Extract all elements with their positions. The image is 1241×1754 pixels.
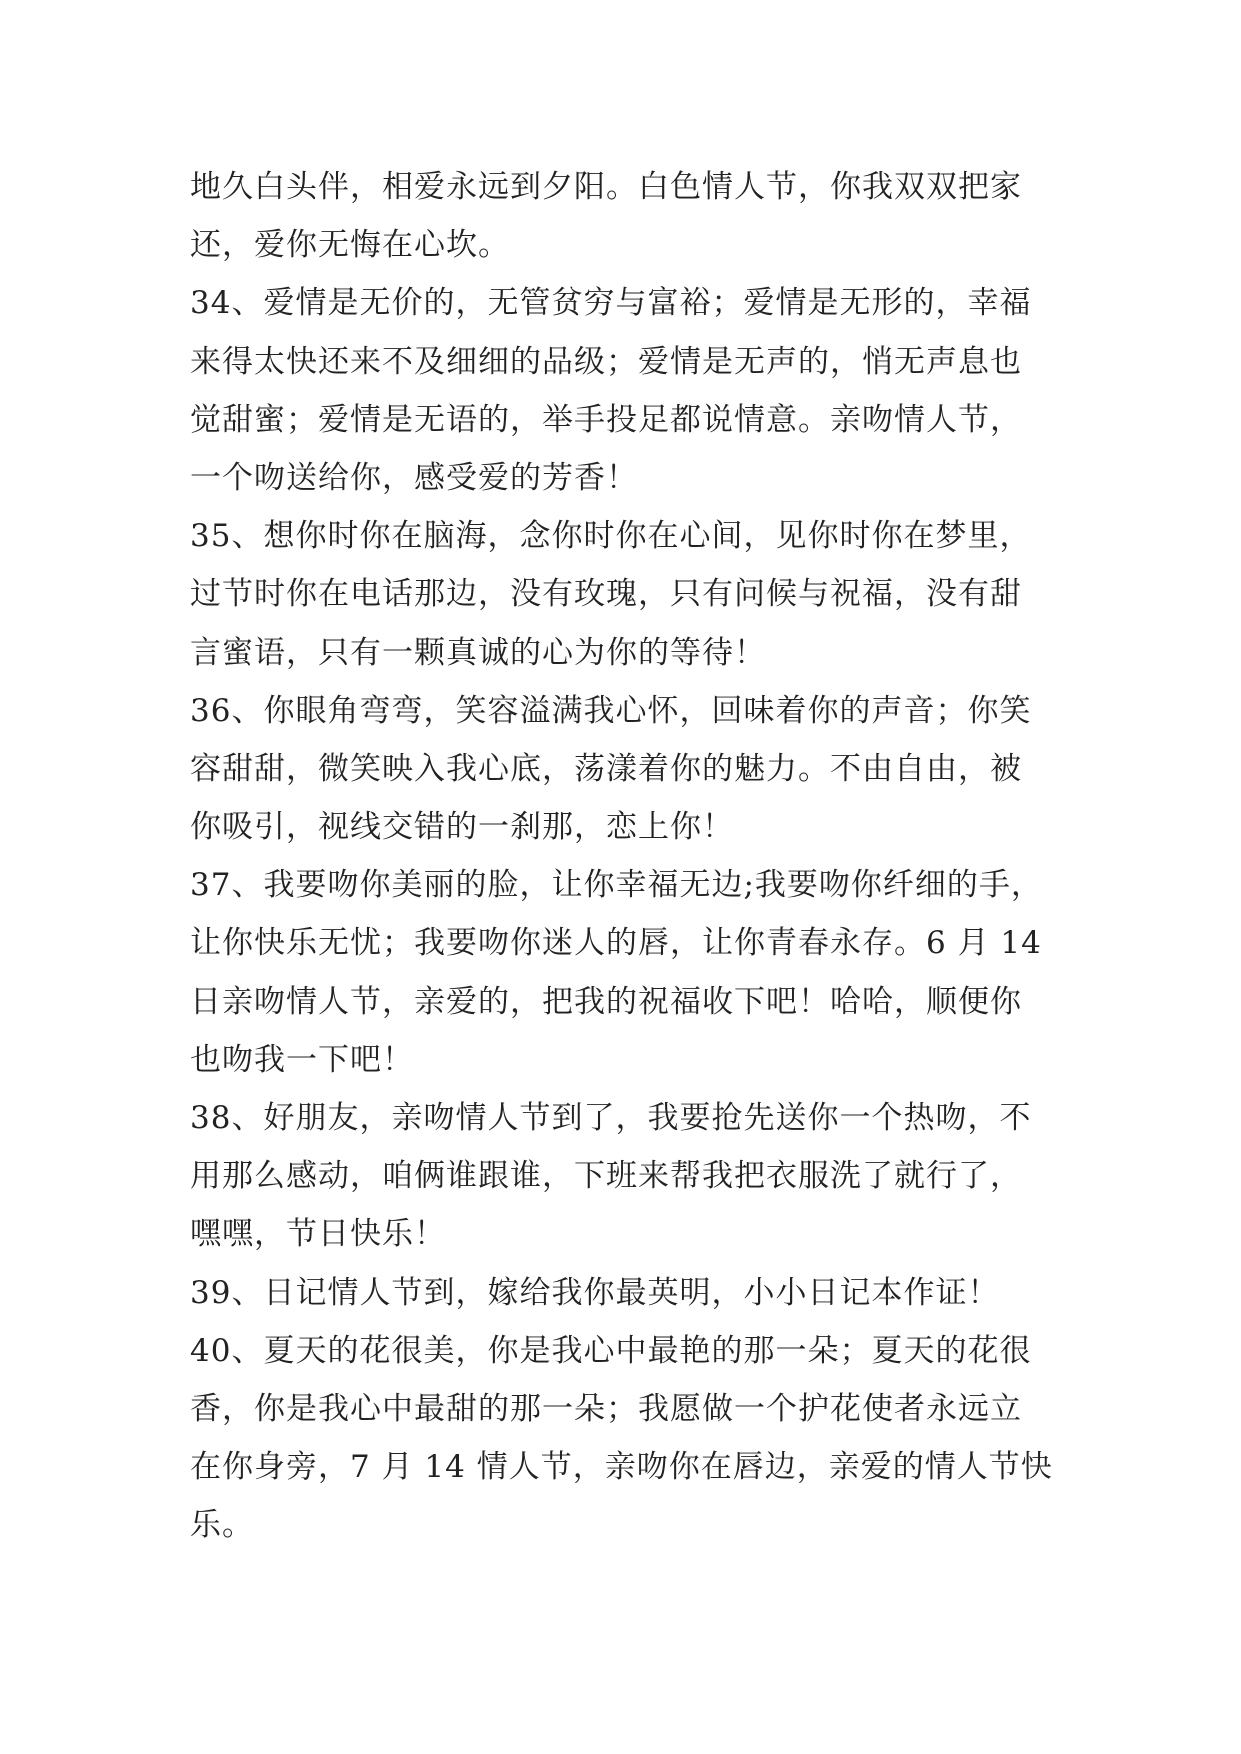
text-line: 容甜甜，微笑映入我心底，荡漾着你的魅力。不由自由，被: [190, 750, 1022, 787]
text-line: 在你身旁，7 月 14 情人节，亲吻你在唇边，亲爱的情人节快: [190, 1449, 1053, 1486]
paragraph-34: [190, 274, 1060, 507]
text-line: 嘿嘿，节日快乐！: [190, 1216, 446, 1253]
text-line: 35、想你时你在脑海，念你时你在心间，见你时你在梦里，: [190, 518, 1032, 555]
text-line: 来得太快还来不及细细的品级；爱情是无声的，悄无声息也: [190, 343, 1022, 380]
paragraph-37: [190, 856, 1060, 1089]
text-line: 38、好朋友，亲吻情人节到了，我要抢先送你一个热吻，不: [190, 1100, 1032, 1136]
text-line: 过节时你在电话那边，没有玫瑰，只有问候与祝福，没有甜: [190, 576, 1022, 613]
text-line: 37、我要吻你美丽的脸，让你幸福无边;我要吻你纤细的手，: [190, 867, 1043, 904]
paragraph-40: [190, 1322, 1060, 1555]
text-line: 一个吻送给你，感受爱的芳香！: [190, 459, 638, 496]
text-line: 觉甜蜜；爱情是无语的，举手投足都说情意。亲吻情人节，: [190, 401, 1022, 438]
text-line: 日亲吻情人节，亲爱的，把我的祝福收下吧！哈哈，顺便你: [190, 983, 1022, 1020]
text-line: 言蜜语，只有一颗真诚的心为你的等待！: [190, 634, 766, 671]
text-line: 34、爱情是无价的，无管贫穷与富裕；爱情是无形的，幸福: [190, 285, 1032, 322]
text-line: 39、日记情人节到，嫁给我你最英明，小小日记本作证！: [190, 1274, 1000, 1311]
text-line: 让你快乐无忧；我要吻你迷人的唇，让你青春永存。6 月 14: [190, 925, 1042, 962]
paragraph-39: [190, 1264, 1060, 1322]
text-line: 也吻我一下吧！: [190, 1041, 414, 1078]
paragraph-35: [190, 507, 1060, 682]
text-line: 40、夏天的花很美，你是我心中最艳的那一朵；夏天的花很: [190, 1332, 1032, 1369]
text-line: 36、你眼角弯弯，笑容溢满我心怀，回味着你的声音；你笑: [190, 692, 1032, 729]
text-line: 还，爱你无悔在心坎。: [190, 227, 510, 264]
paragraph-38: [190, 1089, 1060, 1264]
text-line: 用那么感动，咱俩谁跟谁，下班来帮我把衣服洗了就行了，: [190, 1158, 1022, 1195]
document-body: [190, 158, 1060, 1555]
paragraph-continuation: [190, 158, 1060, 274]
paragraph-36: [190, 682, 1060, 857]
text-line: 香，你是我心中最甜的那一朵；我愿做一个护花使者永远立: [190, 1390, 1022, 1427]
text-line: 你吸引，视线交错的一刹那，恋上你！: [190, 809, 734, 846]
text-line: 地久白头伴，相爱永远到夕阳。白色情人节，你我双双把家: [190, 169, 1022, 205]
text-line: 乐。: [190, 1507, 254, 1544]
